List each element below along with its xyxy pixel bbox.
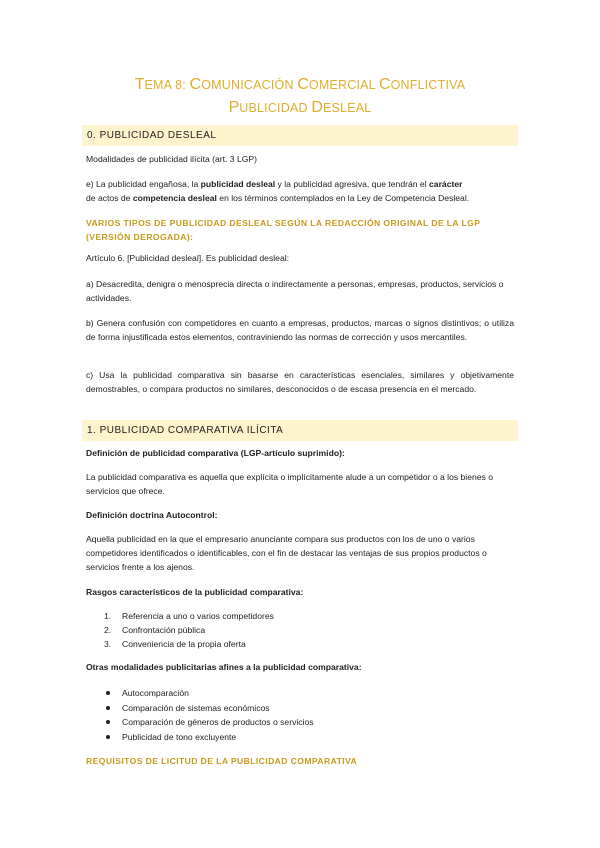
section-heading-publicidad-desleal: 0. PUBLICIDAD DESLEAL	[82, 125, 518, 146]
definicion-text: La publicidad comparativa es aquella que explícita o implícitamente alude a un competidor o a los bienes o servicios que ofrece.	[86, 472, 494, 496]
document-page: TEMA 8: COMUNICACIÓN COMERCIAL CONFLICTIVA PUBLICIDAD DESLEAL 0. PUBLICIDAD DESLEAL Modalidades de publicidad ilícita (art. 3 LGP) e) La publicidad engañosa, la publicidad desleal y la publicidad agresiva, que tendrán el carácter de actos de competencia desleal en los términos contemplados en la Ley de Competencia Desleal. VARIOS TIPOS DE PUBLICIDAD DESLEAL SEGÚN LA REDACCIÓN ORIGINAL DE LA LGP (VERSIÓN DEROGADA): Artículo 6. [Publicidad desleal]. Es publicidad desleal: a) Desacredita, denigra o menosprecia directa o indirectamente a personas, empresas, productos, servicios o actividades. b) Genera confusión con competidores en cuanto a empresas, productos, marcas o signos distintivos; o utiliza de forma injustificada estos elementos, contraviniendo las normas de corrección y usos mercantiles. c) Usa la publicidad comparativa sin basarse en características esenciales, similares y objetivamente demostrables, o compara productos no similares, desconocidos o de escasa presencia en el mercado. 1. PUBLICIDAD COMPARATIVA ILÍCITA Definición de publicidad comparativa (LGP-artículo suprimido): La publicidad comparativa es aquella que explícita o implícitamente alude a un competidor o a los bienes o servicios que ofrece. Definición doctrina Autocontrol: Aquella publicidad en la que el empresario anunciante compara sus productos con los de uno o varios competidores identificados o identificables, con el fin de destacar las ventajas de sus propios productos o servicios frente a los ajenos. Rasgos característicos de la publicidad comparativa: 1. Referencia a uno o varios competidores 2. Confrontación pública 3. Conveniencia de la propia oferta Otras modalidades publicitarias afines a la publicidad comparativa: Autocomparación Comparación de sistemas económicos Comparación de géneros de productos o servicios Publicidad de tono excluyente REQUISITOS DE LICITUD DE LA PUBLICIDAD COMPARATIVA	[0, 0, 600, 848]
subheading-tipos-publicidad-desleal: VARIOS TIPOS DE PUBLICIDAD DESLEAL SEGÚN LA REDACCIÓN ORIGINAL DE LA LGP (VERSIÓN DEROGADA):	[86, 218, 481, 242]
doctrina-text: Aquella publicidad en la que el empresario anunciante compara sus productos con los de uno o varios competidores identificados o identificables, con el fin de destacar las ventajas de sus propios productos o servicios frente a los ajenos.	[86, 534, 487, 572]
item-b: b) Genera confusión con competidores en cuanto a empresas, productos, marcas o signos distintivos; o utiliza de forma injustificada estos elementos, contraviniendo las normas de corrección y usos mercantiles.	[86, 318, 514, 342]
bullet-icon	[106, 706, 110, 710]
item-c: c) Usa la publicidad comparativa sin basarse en características esenciales, similares y objetivamente demostrables, o compara productos no similares, desconocidos o de escasa presencia en el mercado.	[86, 370, 514, 394]
bullet-icon	[106, 691, 110, 695]
requisitos-heading: REQUISITOS DE LICITUD DE LA PUBLICIDAD COMPARATIVA	[86, 756, 358, 766]
articulo-6-text: Artículo 6. [Publicidad desleal]. Es publicidad desleal:	[86, 253, 290, 263]
otras-modalidades-heading: Otras modalidades publicitarias afines a la publicidad comparativa:	[86, 662, 362, 672]
document-title-line-1: TEMA 8: COMUNICACIÓN COMERCIAL CONFLICTIVA	[134, 76, 466, 93]
bullet-icon	[106, 720, 110, 724]
definicion-heading: Definición de publicidad comparativa (LGP-artículo suprimido):	[86, 448, 345, 458]
modalidades-text: Modalidades de publicidad ilícita (art. 3 LGP)	[86, 154, 258, 164]
rasgos-heading: Rasgos característicos de la publicidad comparativa:	[86, 587, 304, 597]
section-heading-comparativa-ilicita: 1. PUBLICIDAD COMPARATIVA ILÍCITA	[82, 420, 518, 441]
bullet-icon	[106, 735, 110, 739]
paragraph-e: e) La publicidad engañosa, la publicidad desleal y la publicidad agresiva, que tendrán el carácter de actos de competencia desleal en los términos contemplados en la Ley de Competencia Desleal.	[86, 179, 470, 203]
doctrina-heading: Definición doctrina Autocontrol:	[86, 510, 218, 520]
item-a: a) Desacredita, denigra o menosprecia directa o indirectamente a personas, empresas, productos, servicios o actividades.	[86, 279, 504, 303]
document-title-line-2: PUBLICIDAD DESLEAL	[228, 99, 372, 116]
